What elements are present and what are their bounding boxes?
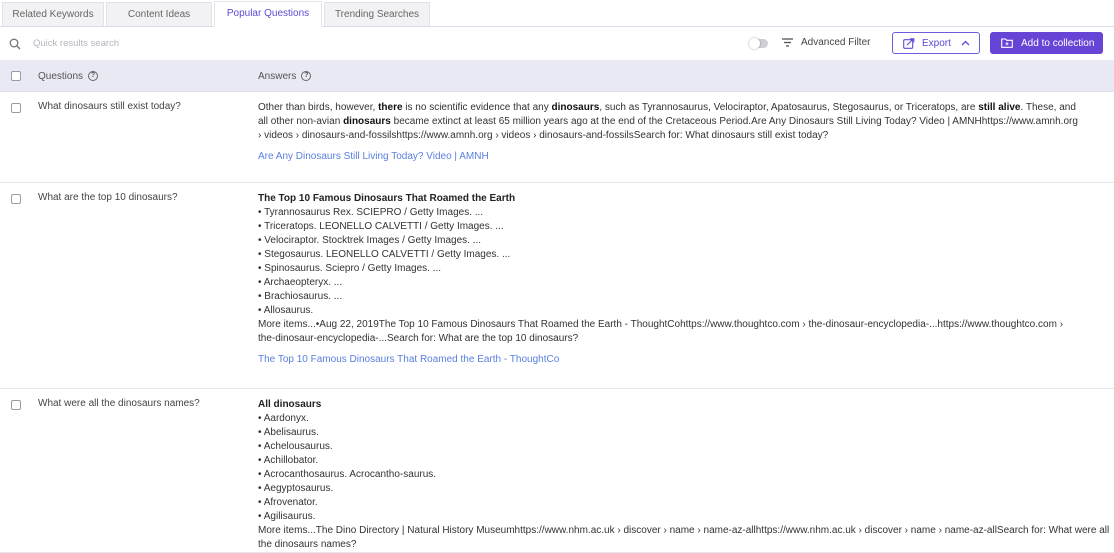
list-item: • Agilisaurus. <box>258 510 1114 524</box>
toggle-knob <box>749 38 760 49</box>
toolbar <box>0 27 1114 61</box>
row-checkbox[interactable] <box>11 103 21 113</box>
toggle-switch[interactable] <box>749 39 768 48</box>
advanced-filter-button[interactable] <box>782 37 870 48</box>
advanced-filter-label: Advanced Filter <box>801 37 871 48</box>
list-item: • Spinosaurus. Sciepro / Getty Images. ... <box>258 262 1078 276</box>
answer-source-link[interactable]: Are Any Dinosaurs Still Living Today? Video | AMNH <box>258 151 489 162</box>
column-header-answers-label: Answers <box>258 70 297 82</box>
question-text: What were all the dinosaurs names? <box>38 398 200 409</box>
answer-more-text: More items...The Dino Directory | Natural History Museumhttps://www.nhm.ac.uk › discover › name › name-az-allhttps://www.nhm.ac.uk › discover › name › name-az-allSearch for: What were all the dinosaurs names? <box>258 525 1110 550</box>
answer-cell <box>258 389 1114 552</box>
export-label: Export <box>922 37 951 49</box>
table-row <box>0 183 1114 389</box>
export-button[interactable] <box>892 32 980 54</box>
list-item: • Archaeopteryx. ... <box>258 276 1078 290</box>
answer-list <box>258 206 1078 318</box>
list-item: • Tyrannosaurus Rex. SCIEPRO / Getty Images. ... <box>258 206 1078 220</box>
list-item: • Achillobator. <box>258 454 1114 468</box>
list-item: • Allosaurus. <box>258 304 1078 318</box>
question-text: What are the top 10 dinosaurs? <box>38 192 178 203</box>
search-icon <box>9 38 27 50</box>
answer-text: Other than birds, however, there is no scientific evidence that any dinosaurs, such as Tyrannosaurus, Velociraptor, Apatosaurus, Stegosaurus, or Triceratops, are still alive. These, and all other non-avian dinosaurs became extinct at least 65 million years ago at the end of the Cretaceous Period.Are Any Dinosaurs Still Living Today? Video | AMNHhttps://www.amnh.org › videos › dinosaurs-and-fossilshttps://www.amnh.org › videos › dinosaurs-and-fossilsSearch for: What dinosaurs still exist today? <box>258 102 1078 141</box>
list-item: • Velociraptor. Stocktrek Images / Getty Images. ... <box>258 234 1078 248</box>
tab-content-ideas[interactable]: Content Ideas <box>106 2 212 26</box>
help-icon[interactable]: ? <box>301 71 311 81</box>
list-item: • Aegyptosaurus. <box>258 482 1114 496</box>
list-item: • Stegosaurus. LEONELLO CALVETTI / Getty Images. ... <box>258 248 1078 262</box>
folder-icon <box>1001 38 1013 48</box>
list-item: • Brachiosaurus. ... <box>258 290 1078 304</box>
answer-cell <box>258 92 1114 164</box>
answer-title: The Top 10 Famous Dinosaurs That Roamed the Earth <box>258 193 516 204</box>
table-row <box>0 92 1114 183</box>
tab-popular-questions[interactable]: Popular Questions <box>214 1 322 27</box>
tab-related-keywords[interactable]: Related Keywords <box>2 2 104 26</box>
answer-title: All dinosaurs <box>258 399 322 410</box>
column-header-answers <box>258 71 311 82</box>
table-row <box>0 389 1114 553</box>
list-item: • Acrocanthosaurus. Acrocantho-saurus. <box>258 468 1114 482</box>
export-icon <box>903 38 915 49</box>
answer-more-text: More items...•Aug 22, 2019The Top 10 Famous Dinosaurs That Roamed the Earth - ThoughtCohttps://www.thoughtco.com › the-dinosaur-encyclopedia-...https://www.thoughtco.com › the-dinosaur-encyclopedia-...Search for: What are the top 10 dinosaurs? <box>258 319 1064 344</box>
list-item: • Abelisaurus. <box>258 426 1114 440</box>
tab-trending-searches[interactable]: Trending Searches <box>324 2 430 26</box>
help-icon[interactable]: ? <box>88 71 98 81</box>
add-to-collection-label: Add to collection <box>1021 37 1095 49</box>
question-text: What dinosaurs still exist today? <box>38 101 181 112</box>
answer-source-link[interactable]: The Top 10 Famous Dinosaurs That Roamed the Earth - ThoughtCo <box>258 354 560 365</box>
answer-cell <box>258 183 1114 367</box>
answer-list <box>258 412 1114 524</box>
filter-icon <box>782 38 793 47</box>
table-header <box>0 61 1114 92</box>
tab-bar <box>0 0 1114 27</box>
column-header-questions-label: Questions <box>38 70 84 82</box>
list-item: • Aardonyx. <box>258 412 1114 426</box>
column-header-questions <box>38 71 98 82</box>
select-all-checkbox[interactable] <box>11 71 21 81</box>
list-item: • Triceratops. LEONELLO CALVETTI / Getty Images. ... <box>258 220 1078 234</box>
list-item: • Achelousaurus. <box>258 440 1114 454</box>
chevron-up-icon <box>961 40 970 46</box>
list-item: • Afrovenator. <box>258 496 1114 510</box>
add-to-collection-button[interactable] <box>990 32 1103 54</box>
search-input[interactable] <box>31 37 335 50</box>
row-checkbox[interactable] <box>11 400 21 410</box>
row-checkbox[interactable] <box>11 194 21 204</box>
